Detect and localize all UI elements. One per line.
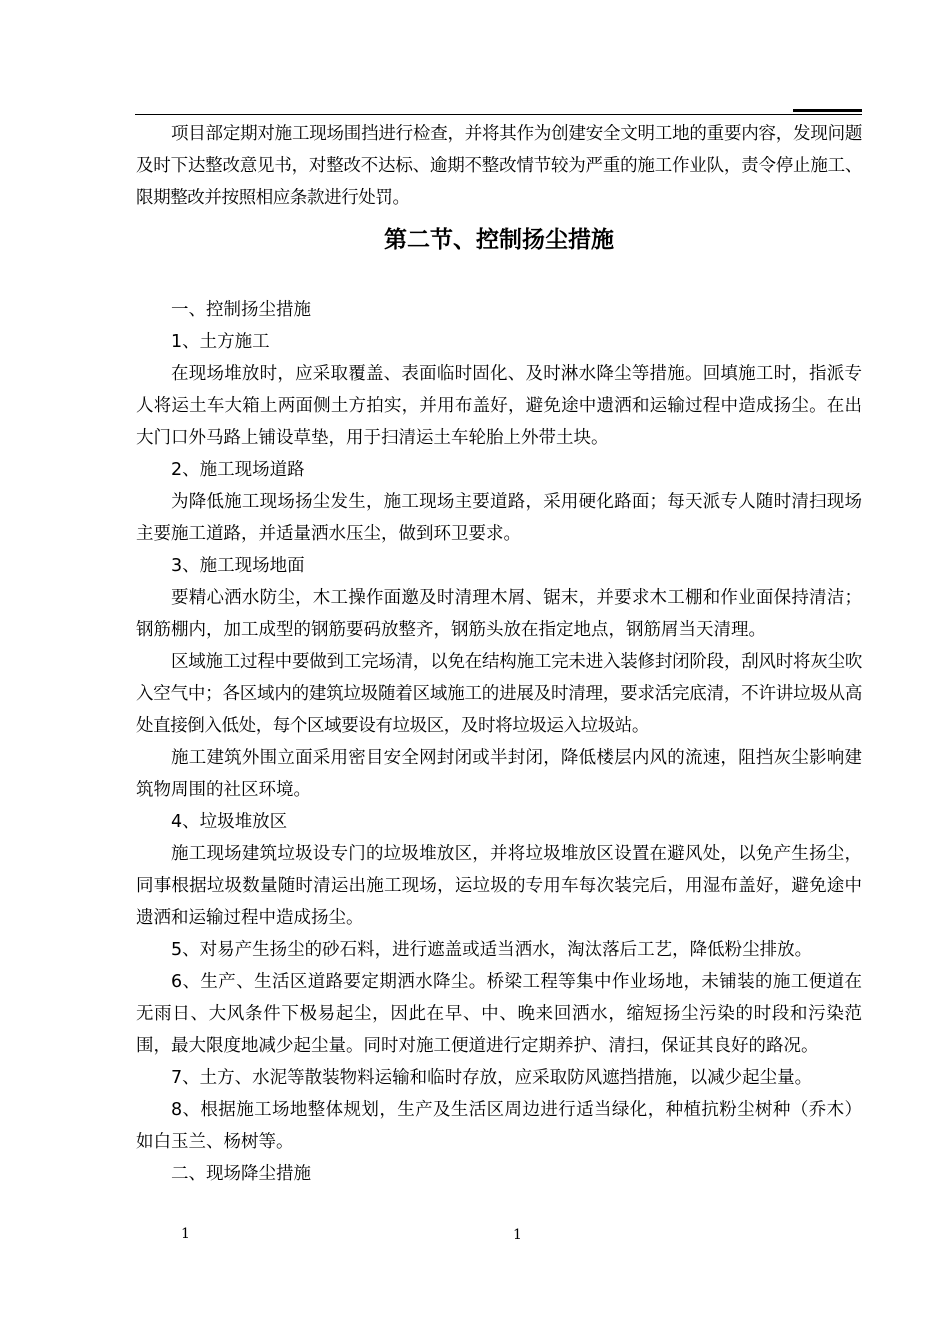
footer-left-number: 1: [181, 1226, 190, 1242]
item4-text: 施工现场建筑垃圾设专门的垃圾堆放区，并将垃圾堆放区设置在避风处，以免产生扬尘，同事根据垃圾数量随时清运出施工现场，运垃圾的专用车每次装完后，用湿布盖好，避免途中遗洒和运输过程中造成扬尘。: [136, 844, 862, 928]
item1-text: 在现场堆放时，应采取覆盖、表面临时固化、及时淋水降尘等措施。回填施工时，指派专人将运土车大箱上两面侧土方拍实，并用布盖好，避免途中遗洒和运输过程中造成扬尘。在出大门口外马路上铺设草垫，用于扫清运土车轮胎上外带土块。: [136, 364, 862, 448]
item6-text: 6、生产、生活区道路要定期洒水降尘。桥梁工程等集中作业场地，未铺装的施工便道在无雨日、大风条件下极易起尘，因此在早、中、晚来回洒水，缩短扬尘污染的时段和污染范围，最大限度地减少起尘量。同时对施工便道进行定期养护、清扫，保证其良好的路况。: [136, 972, 862, 1056]
item3-text-c: 施工建筑外围立面采用密目安全网封闭或半封闭，降低楼层内风的流速，阻挡灰尘影响建筑物周围的社区环境。: [136, 748, 862, 800]
footer-page-number: 1: [513, 1227, 522, 1243]
intro-paragraph: 项目部定期对施工现场围挡进行检查，并将其作为创建安全文明工地的重要内容，发现问题及时下达整改意见书，对整改不达标、逾期不整改情节较为严重的施工作业队，责令停止施工、限期整改并按照相应条款进行处罚。: [136, 124, 862, 208]
part1-heading: 一、控制扬尘措施: [171, 300, 311, 320]
item3-text-b: 区域施工过程中要做到工完场清，以免在结构施工完未进入装修封闭阶段，刮风时将灰尘吹入空气中；各区域内的建筑垃圾随着区域施工的进展及时清理，要求活完底清，不许讲垃圾从高处直接倒入低处，每个区域要设有垃圾区，及时将垃圾运入垃圾站。: [136, 652, 862, 736]
item1-heading: 1、土方施工: [171, 332, 270, 352]
section-title: 第二节、控制扬尘措施: [384, 227, 614, 253]
document-body: [136, 118, 862, 1190]
item3-heading: 3、施工现场地面: [171, 556, 305, 576]
item3-text-a: 要精心洒水防尘，木工操作面邀及时清理木屑、锯末，并要求木工棚和作业面保持清洁；钢筋棚内，加工成型的钢筋要码放整齐，钢筋头放在指定地点，钢筋屑当天清理。: [136, 588, 862, 640]
item8-text: 8、根据施工场地整体规划，生产及生活区周边进行适当绿化，种植抗粉尘树种（乔木）如白玉兰、杨树等。: [136, 1100, 862, 1152]
item2-text: 为降低施工现场扬尘发生，施工现场主要道路，采用硬化路面；每天派专人随时清扫现场主要施工道路，并适量洒水压尘，做到环卫要求。: [136, 492, 862, 544]
item7-text: 7、土方、水泥等散装物料运输和临时存放，应采取防风遮挡措施，以减少起尘量。: [171, 1068, 813, 1088]
item2-heading: 2、施工现场道路: [171, 460, 305, 480]
header-mark: [793, 109, 862, 112]
item4-heading: 4、垃圾堆放区: [171, 812, 288, 832]
header-rule: [135, 114, 862, 115]
item5-text: 5、对易产生扬尘的砂石料，进行遮盖或适当洒水，淘汰落后工艺，降低粉尘排放。: [171, 940, 813, 960]
part2-heading: 二、现场降尘措施: [171, 1164, 311, 1184]
